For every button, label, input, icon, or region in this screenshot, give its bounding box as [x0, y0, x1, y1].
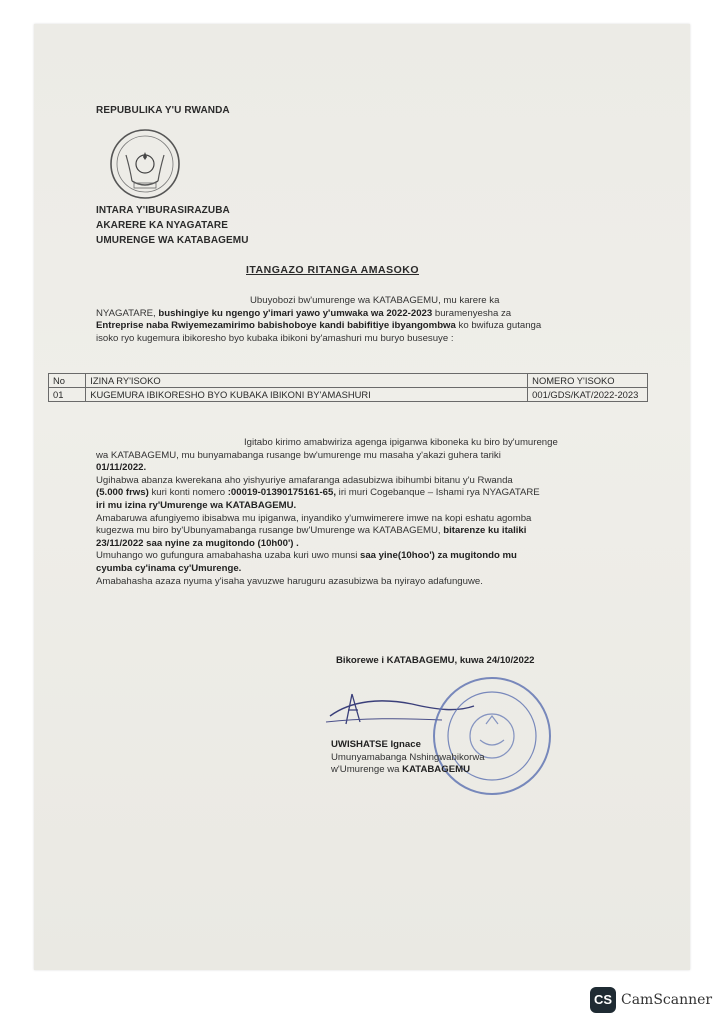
- table-header-cell: No: [49, 374, 86, 388]
- paragraph-line: Amabahasha azaza nyuma y'isaha yavuzwe haruguru azasubizwa ba nyirayo adafunguwe.: [96, 575, 483, 587]
- paragraph-line: (5.000 frws) kuri konti nomero :00019-01390175161-65, iri muri Cogebanque – Ishami rya NYAGATARE: [96, 487, 540, 499]
- paragraph-line: Umuhango wo gufungura amabahasha uzaba kuri uwo munsi saa yine(10hoo') za mugitondo mu: [96, 550, 517, 562]
- paragraph-line: cyumba cy'inama cy'Umurenge.: [96, 562, 242, 574]
- table-header-cell: IZINA RY'ISOKO: [86, 374, 528, 388]
- signer-block: [331, 739, 485, 777]
- paragraph-line: 23/11/2022 saa nyine za mugitondo (10h00') .: [96, 537, 299, 549]
- paragraph-line: 01/11/2022.: [96, 462, 147, 474]
- table-header-cell: NOMERO Y'ISOKO: [528, 374, 648, 388]
- intro-line: Ubuyobozi bw'umurenge wa KATABAGEMU, mu karere ka: [250, 295, 500, 306]
- intro-text: [96, 295, 656, 345]
- paragraph-line: Igitabo kirimo amabwiriza agenga ipiganwa kiboneka ku biro by'umurenge: [244, 437, 558, 448]
- camscanner-watermark: CamScanner: [621, 992, 713, 1008]
- paragraph-line: iri mu izina ry'Umurenge wa KATABAGEMU.: [96, 499, 297, 511]
- header-sector: UMURENGE WA KATABAGEMU: [96, 235, 249, 246]
- tender-table: [48, 373, 648, 402]
- table-header-row: [49, 374, 648, 388]
- place-date: Bikorewe i KATABAGEMU, kuwa 24/10/2022: [336, 655, 535, 666]
- rwanda-emblem-icon: [104, 125, 186, 203]
- table-cell-name: KUGEMURA IBIKORESHO BYO KUBAKA IBIKONI BY'AMASHURI: [86, 388, 528, 402]
- intro-line: NYAGATARE, bushingiye ku ngengo y'imari yawo y'umwaka wa 2022-2023 buramenyesha za: [96, 307, 512, 319]
- table-cell-no: 01: [49, 388, 86, 402]
- camscanner-logo-icon: CS: [590, 987, 616, 1013]
- intro-line: isoko ryo kugemura ibikoresho byo kubaka ibikoni by'amashuri mu buryo busesuye :: [96, 332, 454, 344]
- table-row: [49, 388, 648, 402]
- signer-name: UWISHATSE Ignace: [331, 739, 421, 750]
- signer-org: w'Umurenge wa KATABAGEMU: [331, 764, 471, 776]
- header-republic: REPUBULIKA Y'U RWANDA: [96, 105, 230, 116]
- notice-title: ITANGAZO RITANGA AMASOKO: [246, 264, 419, 276]
- official-stamp-icon: [430, 674, 554, 798]
- signer-role: Umunyamabanga Nshingwabikorwa: [331, 751, 485, 763]
- paragraph-line: Amabaruwa afungiyemo ibisabwa mu ipiganwa, inyandiko y'umwimerere imwe na kopi eshatu agomba: [96, 512, 532, 524]
- paragraph-line: Ugihabwa abanza kwerekana aho yishyuriye amafaranga adasubizwa ibihumbi bitanu y'u Rwanda: [96, 474, 513, 486]
- header-district: AKARERE KA NYAGATARE: [96, 220, 229, 231]
- intro-line: Entreprise naba Rwiyemezamirimo babishoboye kandi babifitiye ibyangombwa ko bwifuza gutanga: [96, 320, 542, 332]
- details-text: [96, 437, 656, 588]
- paragraph-line: wa KATABAGEMU, mu bunyamabanga rusange bw'umurenge mu masaha y'akazi guhera tariki: [96, 449, 501, 461]
- header-province: INTARA Y'IBURASIRAZUBA: [96, 205, 230, 216]
- table-cell-number: 001/GDS/KAT/2022-2023: [528, 388, 648, 402]
- paragraph-line: kugezwa mu biro by'Ubunyamabanga rusange bw'Umurenge wa KATABAGEMU, bitarenze ku italiki: [96, 525, 527, 537]
